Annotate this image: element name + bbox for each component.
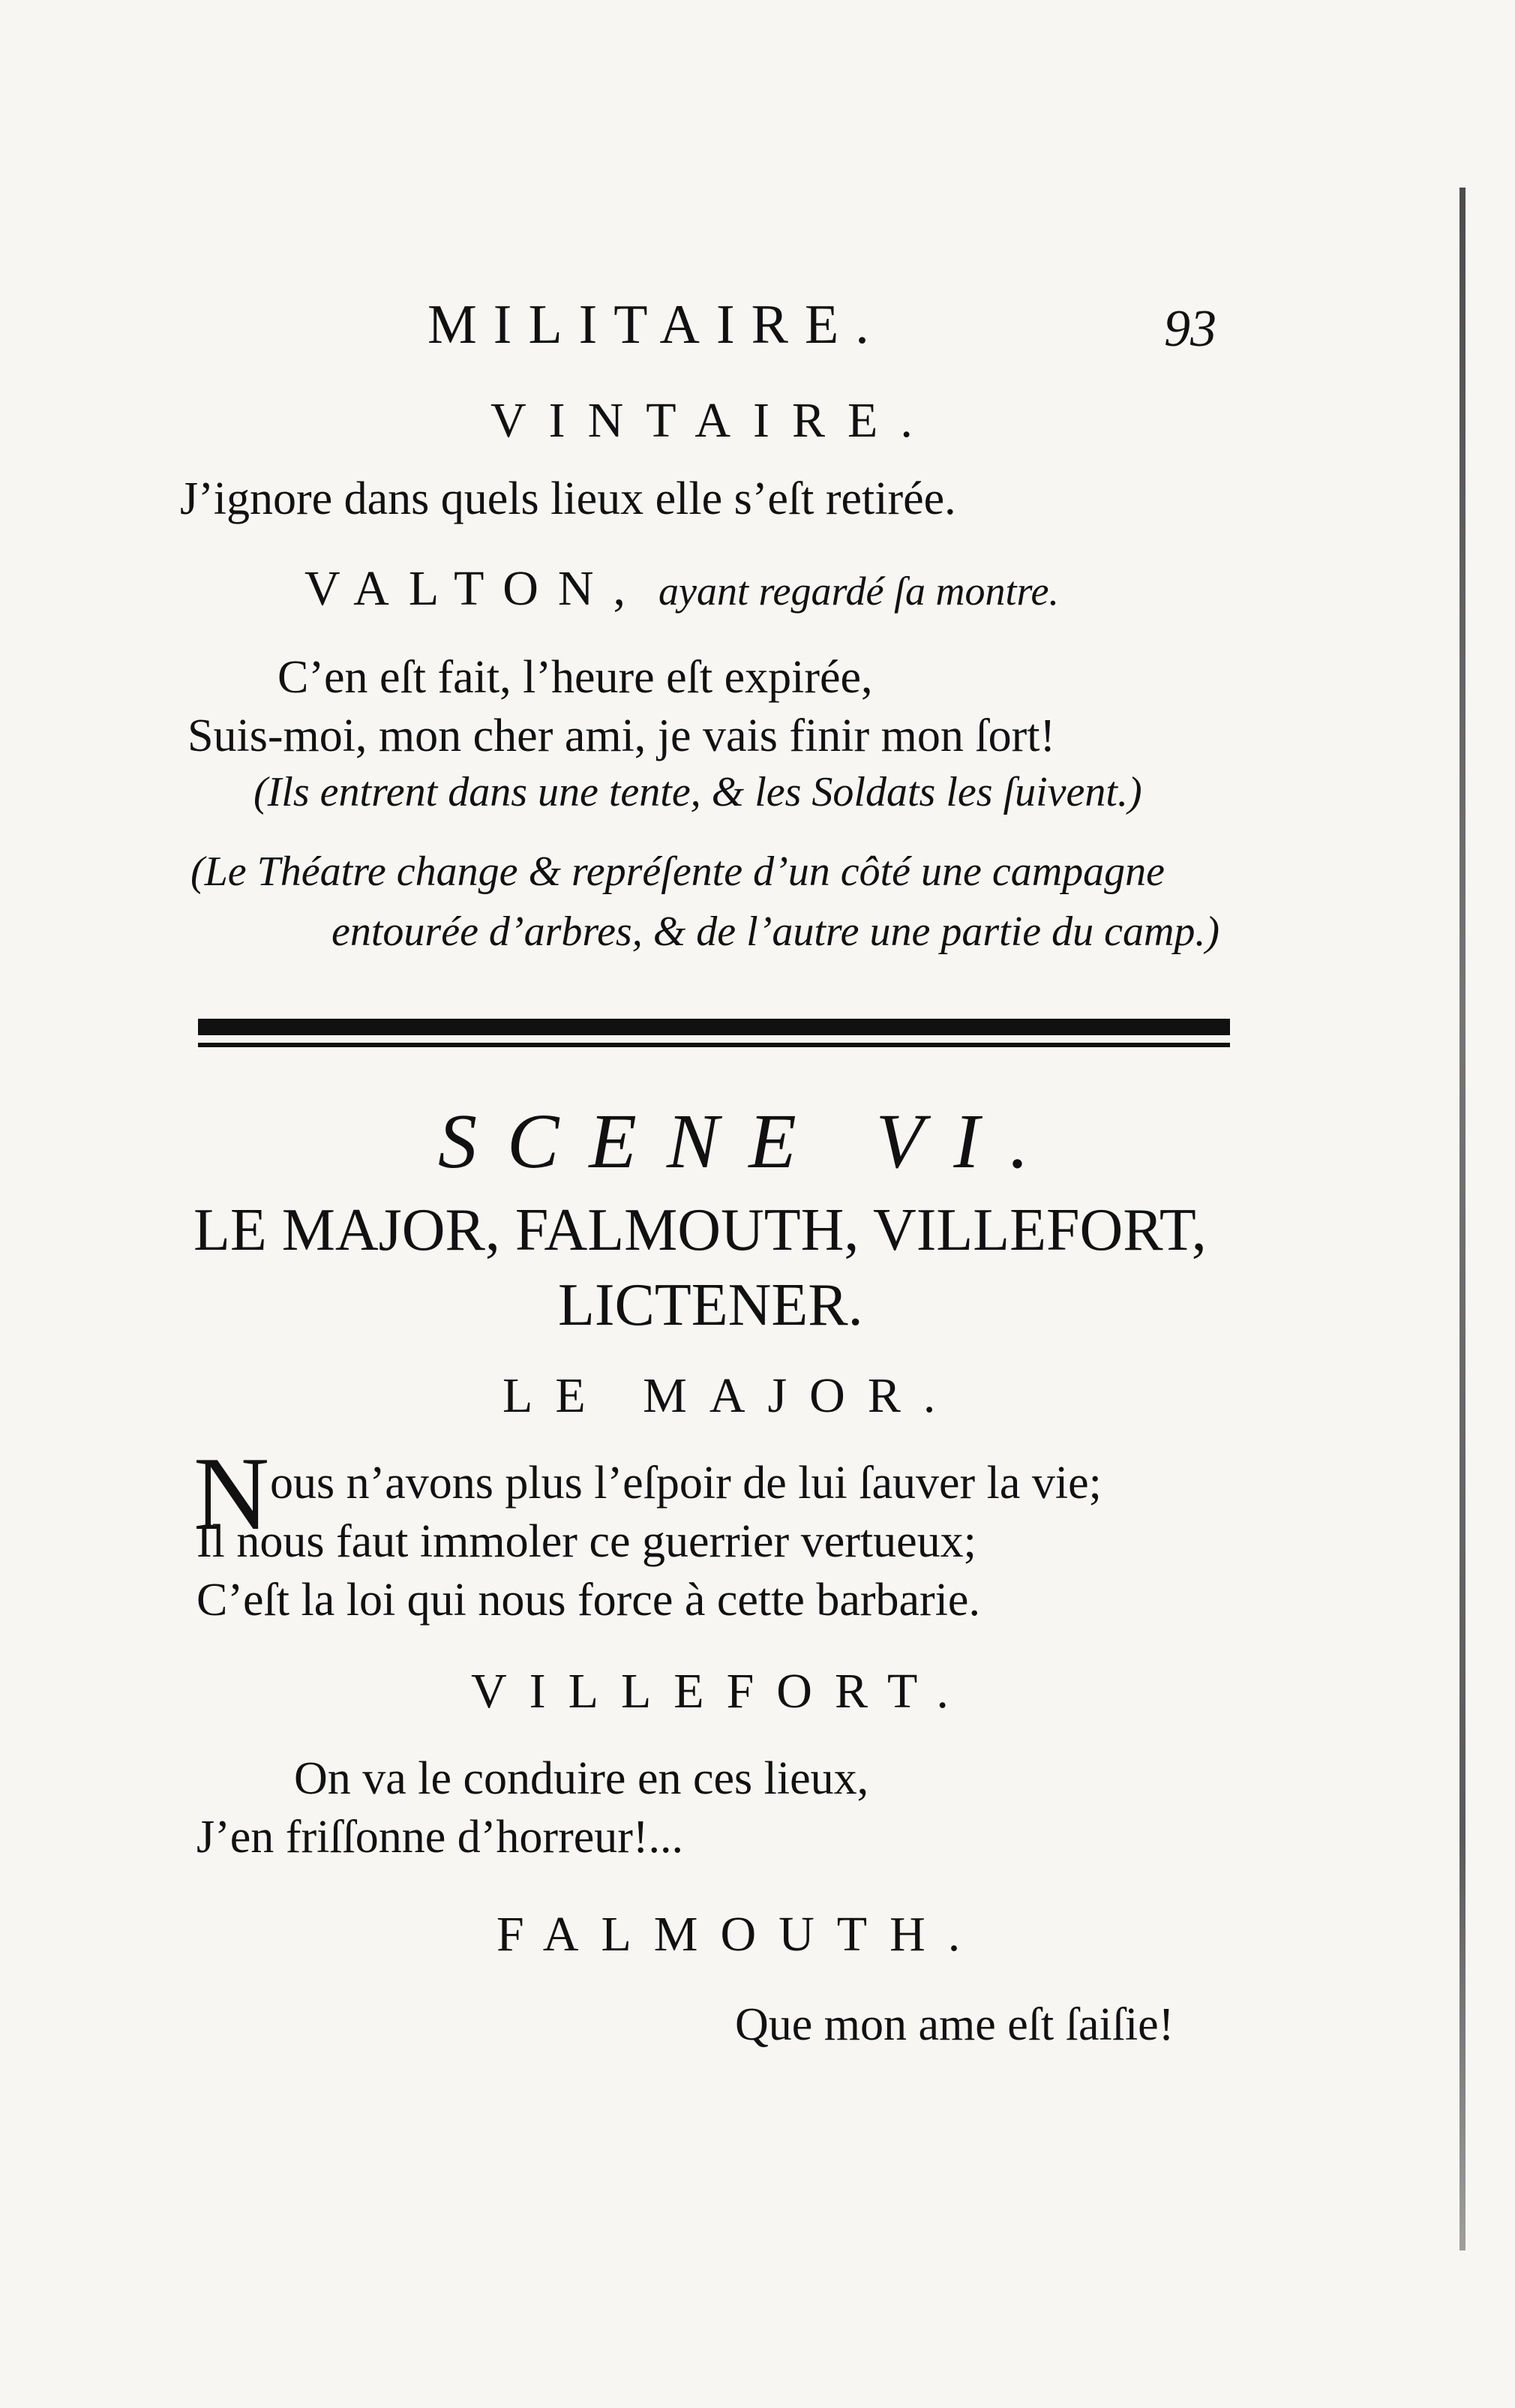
stage-direction-2a: (Le Théatre change & repréſente d’un côté une campagne bbox=[190, 848, 1166, 895]
scene-title: SCENE VI. bbox=[438, 1098, 1059, 1184]
cast-list-line-1: LE MAJOR, FALMOUTH, VILLEFORT, bbox=[194, 1197, 1207, 1263]
verse-villefort-2: J’en friſſonne d’horreur!... bbox=[196, 1812, 684, 1863]
speaker-valton-name: VALTON, bbox=[304, 561, 646, 616]
verse-villefort-1: On va le conduire en ces lieux, bbox=[294, 1753, 869, 1804]
speaker-villefort: VILLEFORT. bbox=[471, 1664, 971, 1719]
speaker-valton bbox=[304, 561, 1059, 616]
speaker-le-major: LE MAJOR. bbox=[502, 1368, 958, 1423]
verse-major-2: Il nous faut immoler ce guerrier vertueux; bbox=[196, 1516, 976, 1567]
page-number: 93 bbox=[1164, 300, 1216, 358]
stage-direction-2b: entourée d’arbres, & de l’autre une partie du camp.) bbox=[332, 908, 1220, 955]
verse-line-2: C’en eſt fait, l’heure eſt expirée, bbox=[278, 652, 873, 703]
stage-direction-1: (Ils entrent dans une tente, & les Soldats les ſuivent.) bbox=[254, 769, 1142, 815]
scene-divider-thin bbox=[198, 1043, 1230, 1047]
speaker-vintaire: VINTAIRE. bbox=[490, 393, 935, 448]
verse-major-3: C’eſt la loi qui nous force à cette barbarie. bbox=[196, 1575, 980, 1626]
verse-line-1: J’ignore dans quels lieux elle s’eſt retirée. bbox=[180, 473, 956, 524]
verse-line-3: Suis-moi, mon cher ami, je vais finir mon ſort! bbox=[188, 710, 1056, 761]
scene-divider-thick bbox=[198, 1019, 1230, 1035]
stage-direction-valton: ayant regardé ſa montre. bbox=[658, 569, 1059, 614]
running-head: MILITAIRE. bbox=[428, 294, 886, 356]
verse-major-1: ous n’avons plus l’eſpoir de lui ſauver la vie; bbox=[270, 1458, 1102, 1509]
drop-cap: N bbox=[194, 1436, 270, 1552]
verse-falmouth-1: Que mon ame eſt ſaiſie! bbox=[735, 1999, 1174, 2050]
speaker-falmouth: FALMOUTH. bbox=[496, 1907, 983, 1962]
cast-list-line-2: LICTENER. bbox=[558, 1272, 863, 1338]
page-edge-shadow bbox=[1460, 188, 1466, 2250]
